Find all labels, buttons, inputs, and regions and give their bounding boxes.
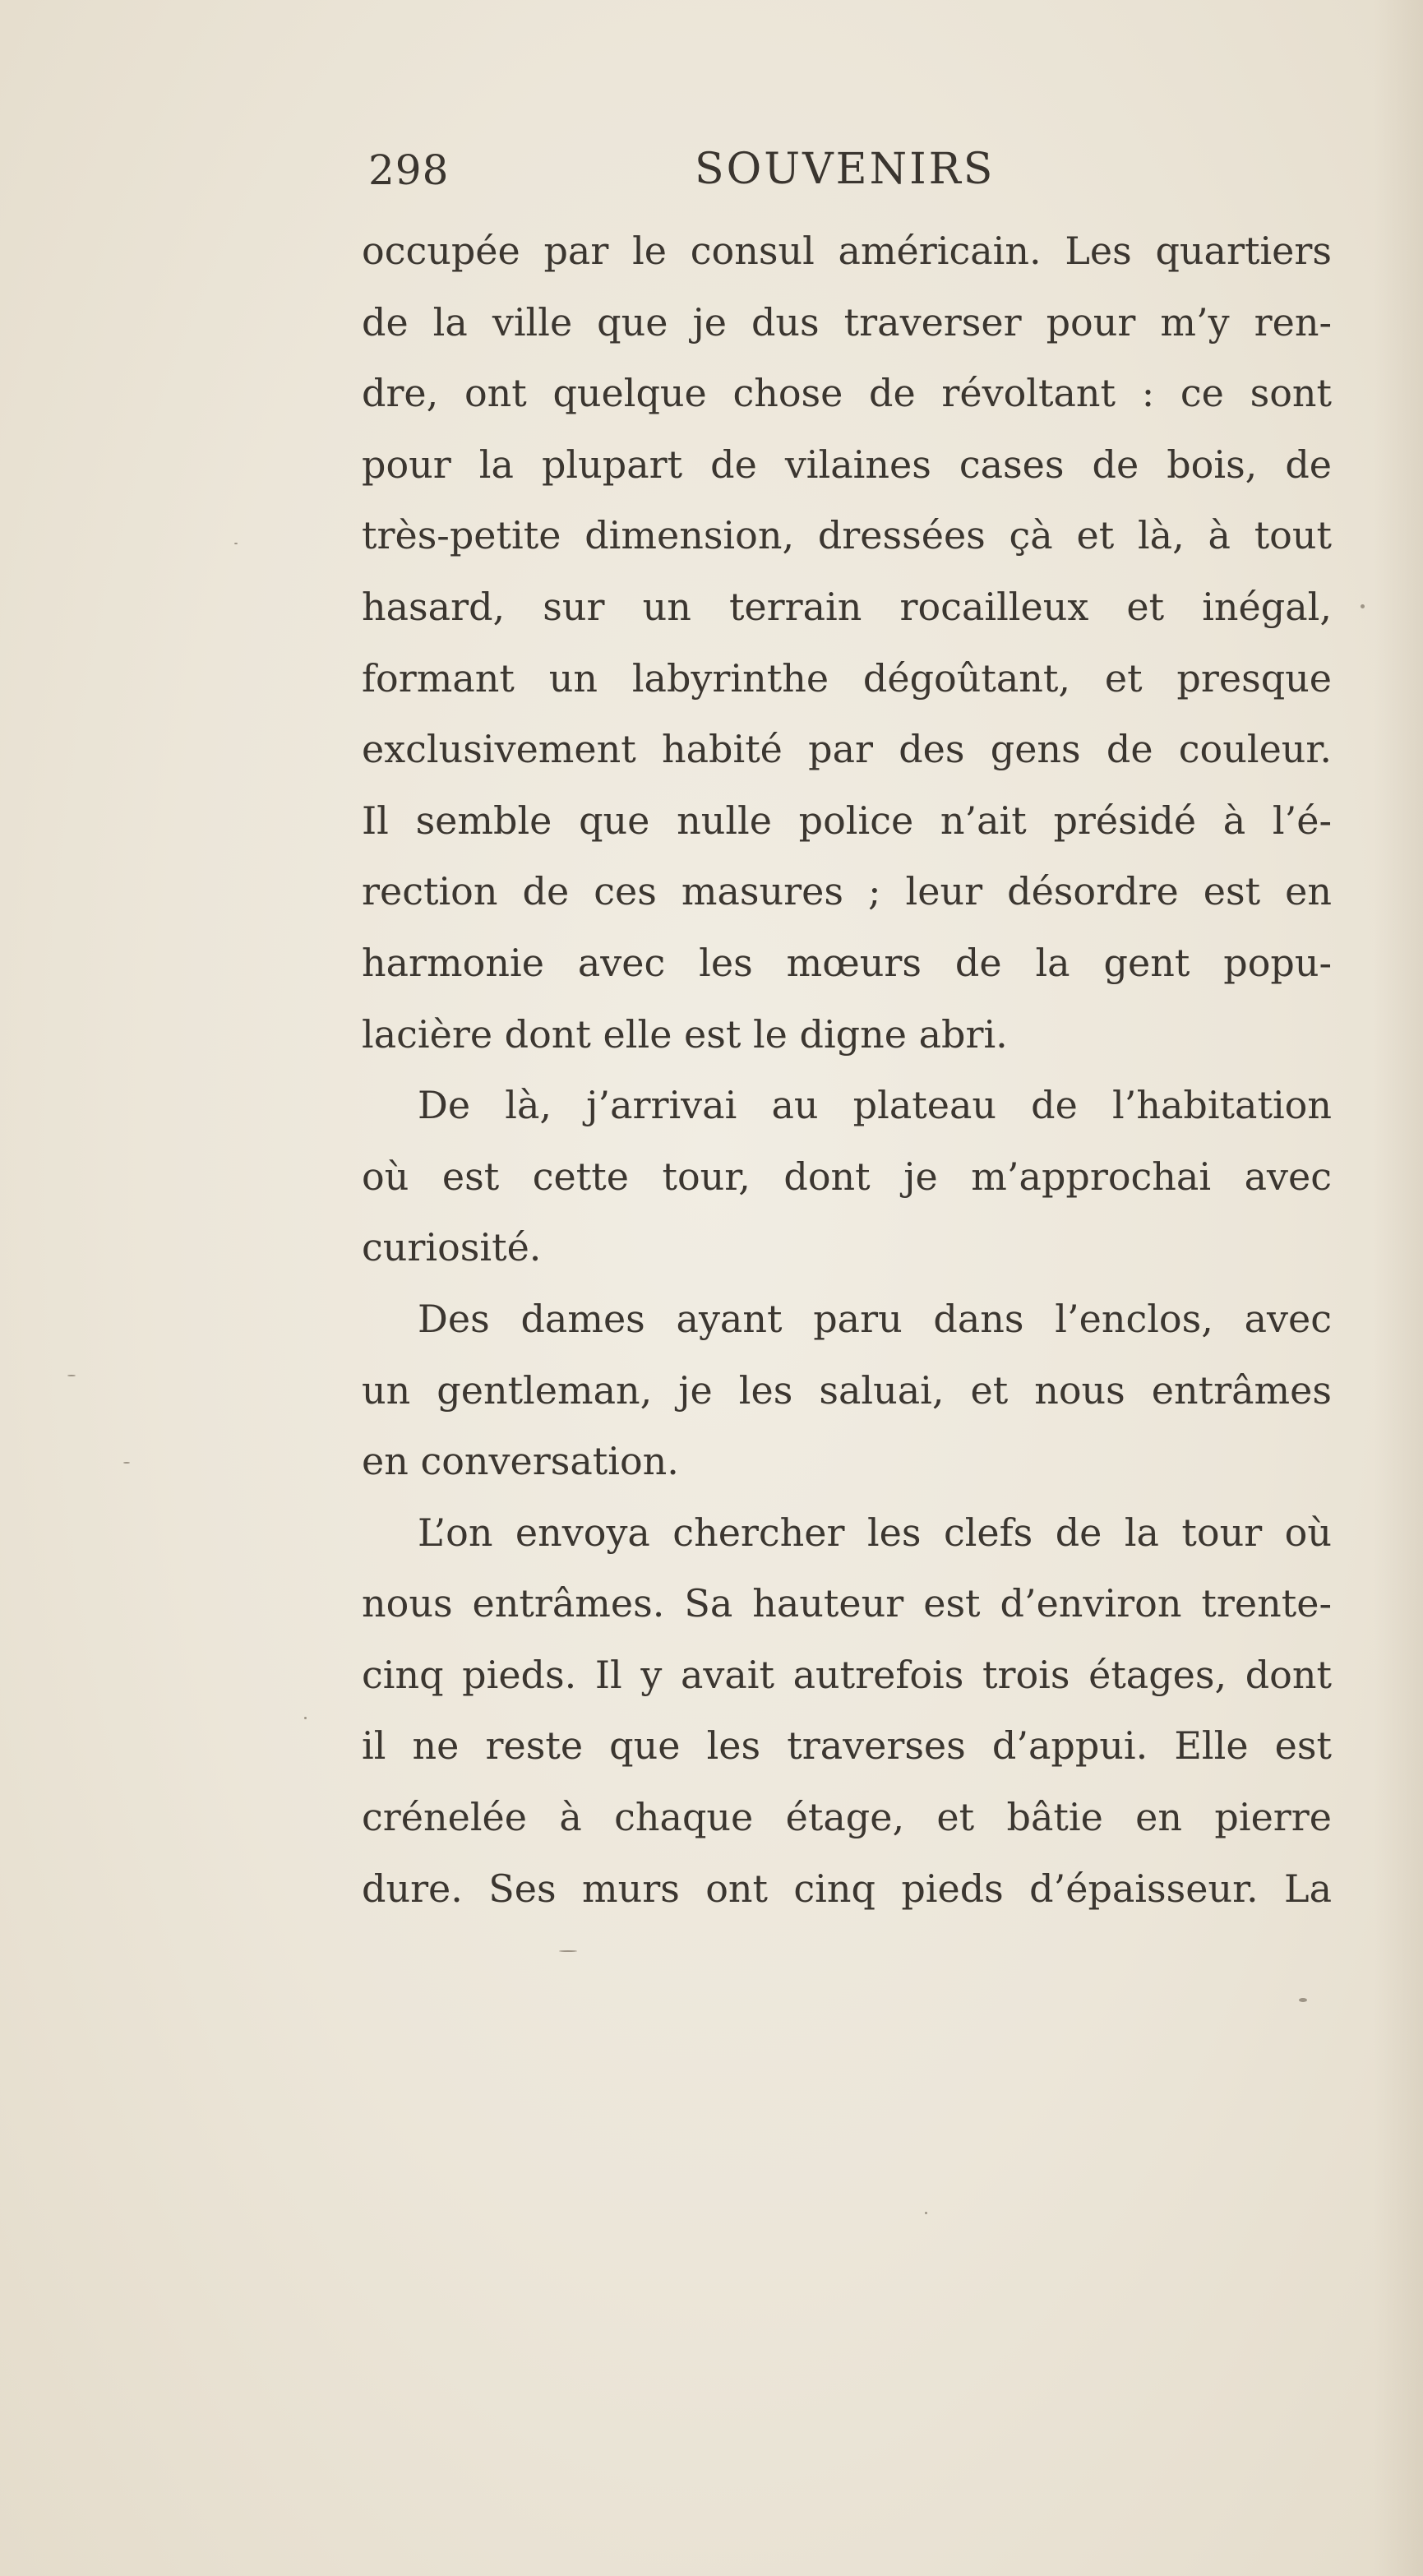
paper-speck [67, 1375, 76, 1376]
text-line: rection de ces masures ; leur désordre est en [362, 869, 1332, 914]
paper-speck [1361, 604, 1365, 608]
text-line: nous entrâmes. Sa hauteur est d’environ trente- [362, 1581, 1332, 1626]
text-line: où est cette tour, dont je m’approchai avec [362, 1154, 1332, 1199]
paper-speck [559, 1950, 577, 1952]
text-line: Il semble que nulle police n’ait présidé à l’é- [362, 798, 1332, 843]
text-line: L’on envoya chercher les clefs de la tour où [418, 1510, 1332, 1555]
text-line: lacière dont elle est le digne abri. [362, 1011, 1008, 1057]
text-line: harmonie avec les mœurs de la gent popu- [362, 940, 1332, 985]
paper-speck [304, 1717, 307, 1719]
text-line: cinq pieds. Il y avait autrefois trois étages, dont [362, 1652, 1332, 1697]
text-line: il ne reste que les traverses d’appui. Elle est [362, 1723, 1332, 1769]
paper-speck [1299, 1998, 1307, 2002]
paper-speck [925, 2212, 927, 2214]
text-line: très-petite dimension, dressées çà et là, à tout [362, 513, 1332, 558]
text-line: formant un labyrinthe dégoûtant, et presque [362, 655, 1332, 701]
paper-speck [234, 543, 238, 544]
text-line: dure. Ses murs ont cinq pieds d’épaisseur. La [362, 1866, 1332, 1911]
page-number: 298 [368, 146, 450, 194]
page-header [362, 138, 1332, 204]
text-line: pour la plupart de vilaines cases de bois, de [362, 442, 1332, 487]
text-line: crénelée à chaque étage, et bâtie en pierre [362, 1795, 1332, 1840]
text-line: exclusivement habité par des gens de couleur. [362, 727, 1332, 772]
running-title: SOUVENIRS [695, 145, 996, 194]
text-line: de la ville que je dus traverser pour m’y ren- [362, 299, 1332, 345]
page-gutter-shadow [1374, 0, 1423, 2576]
text-line: hasard, sur un terrain rocailleux et inégal, [362, 584, 1332, 629]
text-line: Des dames ayant paru dans l’enclos, avec [418, 1296, 1332, 1341]
text-line: en conversation. [362, 1439, 679, 1484]
paper-speck [123, 1462, 130, 1464]
text-line: curiosité. [362, 1225, 542, 1270]
text-line: De là, j’arrivai au plateau de l’habitation [418, 1083, 1332, 1128]
text-line: dre, ont quelque chose de révoltant : ce sont [362, 371, 1332, 416]
text-line: un gentleman, je les saluai, et nous entrâmes [362, 1367, 1332, 1413]
body-text [362, 215, 1332, 1924]
text-line: occupée par le consul américain. Les quartiers [362, 229, 1332, 273]
